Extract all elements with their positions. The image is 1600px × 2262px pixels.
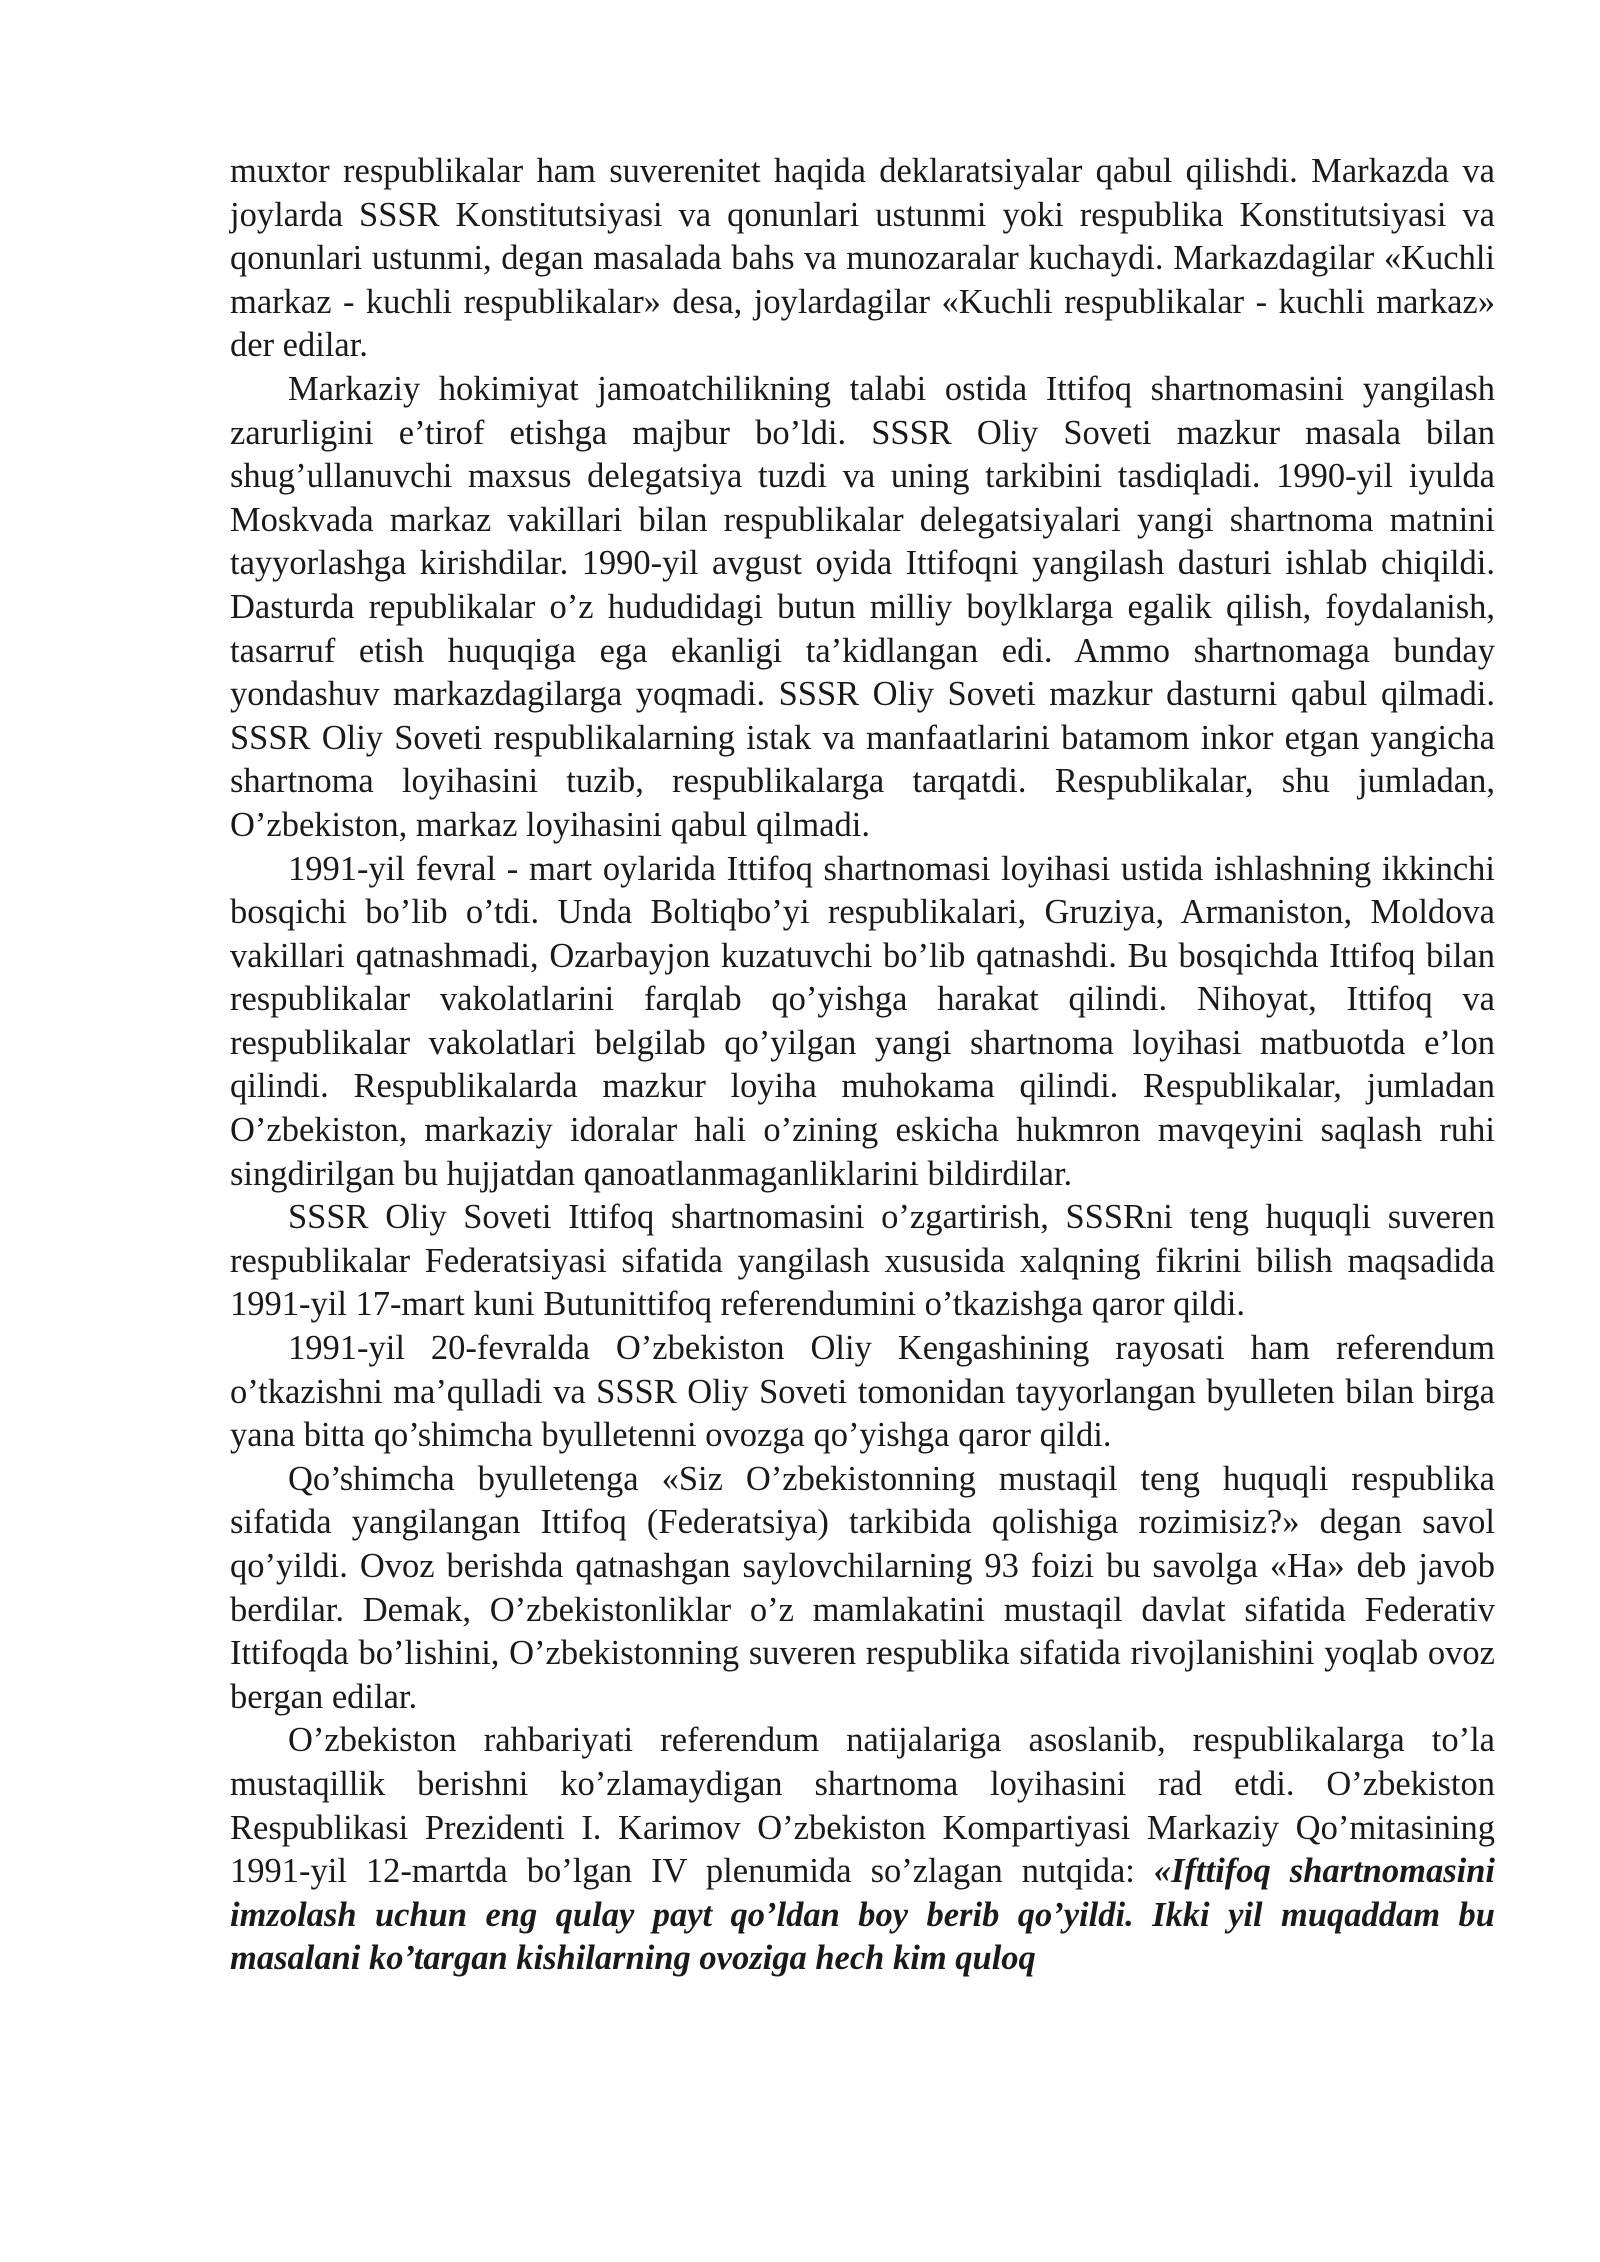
paragraph-7-text: O’zbekiston rahbariyati referendum natijalariga asoslanib, respublikalarga to’la mustaqillik berishni ko’zlamaydigan shartnoma loyihasini rad etdi. O’zbekiston Respublikasi Prezidenti I. Karimov O’zbekiston Kompartiyasi Markaziy Qo’mitasining 1991-yil 12-martda bo’lgan IV plenumida so’zlagan nutqida: [230,1721,1495,1891]
paragraph-3: 1991-yil fevral - mart oylarida Ittifoq shartnomasi loyihasi ustida ishlashning ikkinchi bosqichi bo’lib o’tdi. Unda Boltiqbo’yi respublikalari, Gruziya, Armaniston, Moldova vakillari qatnashmadi, Ozarbayjon kuzatuvchi bo’lib qatnashdi. Bu bosqichda Ittifoq bilan respublikalar vakolatlarini farqlab qo’yishga harakat qilindi. Nihoyat, Ittifoq va respublikalar vakolatlari belgilab qo’yilgan yangi shartnoma loyihasi matbuotda e’lon qilindi. Respublikalarda mazkur loyiha muhokama qilindi. Respublikalar, jumladan O’zbekiston, markaziy idoralar hali o’zining eskicha hukmron mavqeyini saqlash ruhi singdirilgan bu hujjatdan qanoatlanmaganliklarini bildirdilar. [230,849,1495,1193]
quote-emphasis: «Ifttifoq shartnomasini imzolash uchun eng qulay payt qo’ldan boy berib qo’yildi. Ikki yil muqaddam bu masalani ko’targan kishilarning ovoziga hech kim quloq [230,1852,1495,1978]
paragraph-5: 1991-yil 20-fevralda O’zbekiston Oliy Kengashining rayosati ham referendum o’tkazishni ma’qulladi va SSSR Oliy Soveti tomonidan tayyorlangan byulleten bilan birga yana bitta qo’shimcha byulletenni ovozga qo’yishga qaror qildi. [230,1329,1495,1455]
paragraph-6: Qo’shimcha byulletenga «Siz O’zbekistonning mustaqil teng huquqli respublika sifatida yangilangan Ittifoq (Federatsiya) tarkibida qolishiga rozimisiz?» degan savol qo’yildi. Ovoz berishda qatnashgan saylovchilarning 93 foizi bu savolga «Ha» deb javob berdilar. Demak, O’zbekistonliklar o’z mamlakatini mustaqil davlat sifatida Federativ Ittifoqda bo’lishini, O’zbekistonning suveren respublika sifatida rivojlanishini yoqlab ovoz bergan edilar. [230,1459,1495,1716]
document-page [230,150,1495,1981]
paragraph-2: Markaziy hokimiyat jamoatchilikning talabi ostida Ittifoq shartnomasini yangilash zarurligini e’tirof etishga majbur bo’ldi. SSSR Oliy Soveti mazkur masala bilan shug’ullanuvchi maxsus delegatsiya tuzdi va uning tarkibini tasdiqladi. 1990-yil iyulda Moskvada markaz vakillari bilan respublikalar delegatsiyalari yangi shartnoma matnini tayyorlashga kirishdilar. 1990-yil avgust oyida Ittifoqni yangilash dasturi ishlab chiqildi. Dasturda republikalar o’z hududidagi butun milliy boylklarga egalik qilish, foydalanish, tasarruf etish huquqiga ega ekanligi ta’kidlangan edi. Ammo shartnomaga bunday yondashuv markazdagilarga yoqmadi. SSSR Oliy Soveti mazkur dasturni qabul qilmadi. SSSR Oliy Soveti respublikalarning istak va manfaatlarini batamom inkor etgan yangicha shartnoma loyihasini tuzib, respublikalarga tarqatdi. Respublikalar, shu jumladan, O’zbekiston, markaz loyihasini qabul qilmadi. [230,369,1495,844]
paragraph-7 [230,1719,1495,1981]
paragraph-4: SSSR Oliy Soveti Ittifoq shartnomasini o’zgartirish, SSSRni teng huquqli suveren respublikalar Federatsiyasi sifatida yangilash xususida xalqning fikrini bilish maqsadida 1991-yil 17-mart kuni Butunittifoq referendumini o’tkazishga qaror qildi. [230,1198,1495,1324]
paragraph-1: muxtor respublikalar ham suverenitet haqida deklaratsiyalar qabul qilishdi. Markazda va joylarda SSSR Konstitutsiyasi va qonunlari ustunmi yoki respublika Konstitutsiyasi va qonunlari ustunmi, degan masalada bahs va munozaralar kuchaydi. Markazdagilar «Kuchli markaz - kuchli respublikalar» desa, joylardagilar «Kuchli respublikalar - kuchli markaz» der edilar. [230,152,1495,365]
